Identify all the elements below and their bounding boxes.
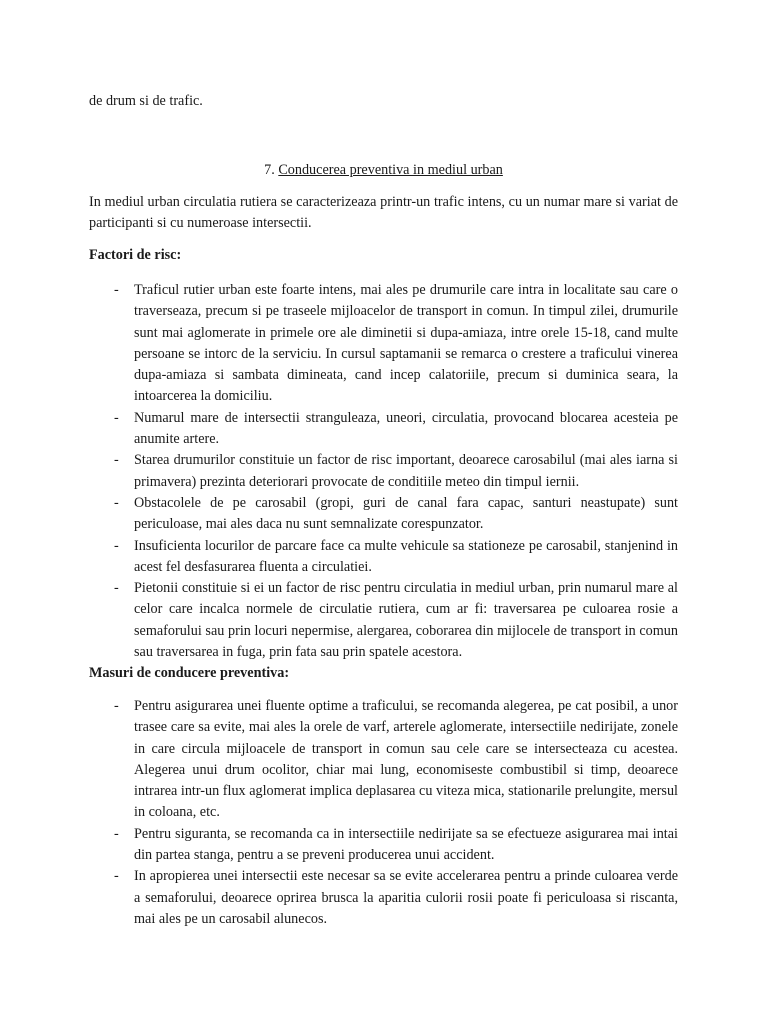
dash-bullet: - [114, 825, 119, 842]
dash-bullet: - [114, 580, 119, 597]
section-number: 7. [264, 162, 275, 178]
list-item [89, 866, 678, 930]
list-item-text: Pentru asigurarea unei fluente optime a traficului, se recomanda alegerea, pe cat posibil, a unor trasee care sa evite, mai ales la orele de varf, arterele aglomerate, intersectiile nedirijate, zonele in care circula mijloacele de transport in comun sau cele care se intersecteaza cu acestea. Alegerea unui drum ocolitor, chiar mai lung, economiseste combustibil si timp, deoarece intrarea intr-un flux aglomerat implica deplasarea cu viteza mica, stationarile prelungite, mersul in coloana, etc. [134, 698, 678, 821]
intro-paragraph: In mediul urban circulatia rutiera se caracterizeaza printr-un trafic intens, cu un numar mare si variat de participanti si cu numeroase intersectii. [89, 194, 678, 232]
dash-bullet: - [114, 698, 119, 714]
list-item-text: Traficul rutier urban este foarte intens, mai ales pe drumurile care intra in localitate sau care o traverseaza, precum si pe traseele mijloacelor de transport in comun. In timpul zilei, drumurile sunt mai aglomerate in primele ore ale diminetii si dupa-amiaza, intre orele 15-18, cand multe persoane se intorc de la serviciu. In cursul saptamanii se remarca o crestere a traficului vinerea dupa-amiaza si sambata dimineata, cand incep calatoriile, precum si duminica seara, la intoarcerea la domiciliu. [134, 282, 678, 405]
list-item [89, 450, 678, 493]
dash-bullet: - [114, 282, 119, 298]
dash-bullet: - [114, 494, 119, 511]
list-item-text: Numarul mare de intersectii stranguleaza, uneori, circulatia, provocand blocarea acesteia pe anumite artere. [134, 409, 678, 448]
measures-list [89, 696, 678, 930]
list-item-text: In apropierea unei intersectii este necesar sa se evite accelerarea pentru a prinde culoarea verde a semaforului, deoarece oprirea brusca la aparitia culorii rosii poate fi periculoasa si riscanta, mai ales pe un carosabil alunecos. [134, 868, 678, 927]
list-item [89, 536, 678, 579]
list-item [89, 578, 678, 663]
list-item-text: Pietonii constituie si ei un factor de risc pentru circulatia in mediul urban, prin numarul mare al celor care incalca normele de circulatie rutiera, cum ar fi: traversarea pe culoarea rosie a semaforului sau prin locuri nepermise, alergarea, coborarea din mijlocele de transport in comun sau traversarea in fuga, prin fata sau prin spatele acestora. [134, 580, 678, 661]
section-title-text: Conducerea preventiva in mediul urban [278, 162, 503, 178]
section-title [89, 160, 678, 181]
list-item [89, 280, 678, 408]
list-item [89, 696, 678, 824]
dash-bullet: - [114, 409, 119, 426]
list-item [89, 408, 678, 451]
measures-heading: Masuri de conducere preventiva: [89, 665, 290, 681]
risk-factors-heading: Factori de risc: [89, 247, 182, 263]
dash-bullet: - [114, 452, 119, 469]
list-item-text: Starea drumurilor constituie un factor de risc important, deoarece carosabilul (mai ales iarna si primavera) prezinta deteriorari provocate de conditiile meteo din timpul iernii. [134, 452, 678, 490]
list-item [89, 824, 678, 867]
list-item-text: Insuficienta locurilor de parcare face ca multe vehicule sa stationeze pe carosabil, stanjenind in acest fel desfasurarea fluenta a circulatiei. [134, 537, 678, 575]
risk-factors-list [89, 280, 678, 663]
dash-bullet: - [114, 537, 119, 554]
list-item [89, 493, 678, 536]
dash-bullet: - [114, 868, 119, 885]
continuation-text: de drum si de trafic. [89, 93, 203, 109]
list-item-text: Obstacolele de pe carosabil (gropi, guri de canal fara capac, santuri neastupate) sunt periculoase, mai ales daca nu sunt semnalizate corespunzator. [134, 494, 678, 533]
list-item-text: Pentru siguranta, se recomanda ca in intersectiile nedirijate sa se efectueze asigurarea mai intai din partea stanga, pentru a se preveni producerea unui accident. [134, 825, 678, 864]
